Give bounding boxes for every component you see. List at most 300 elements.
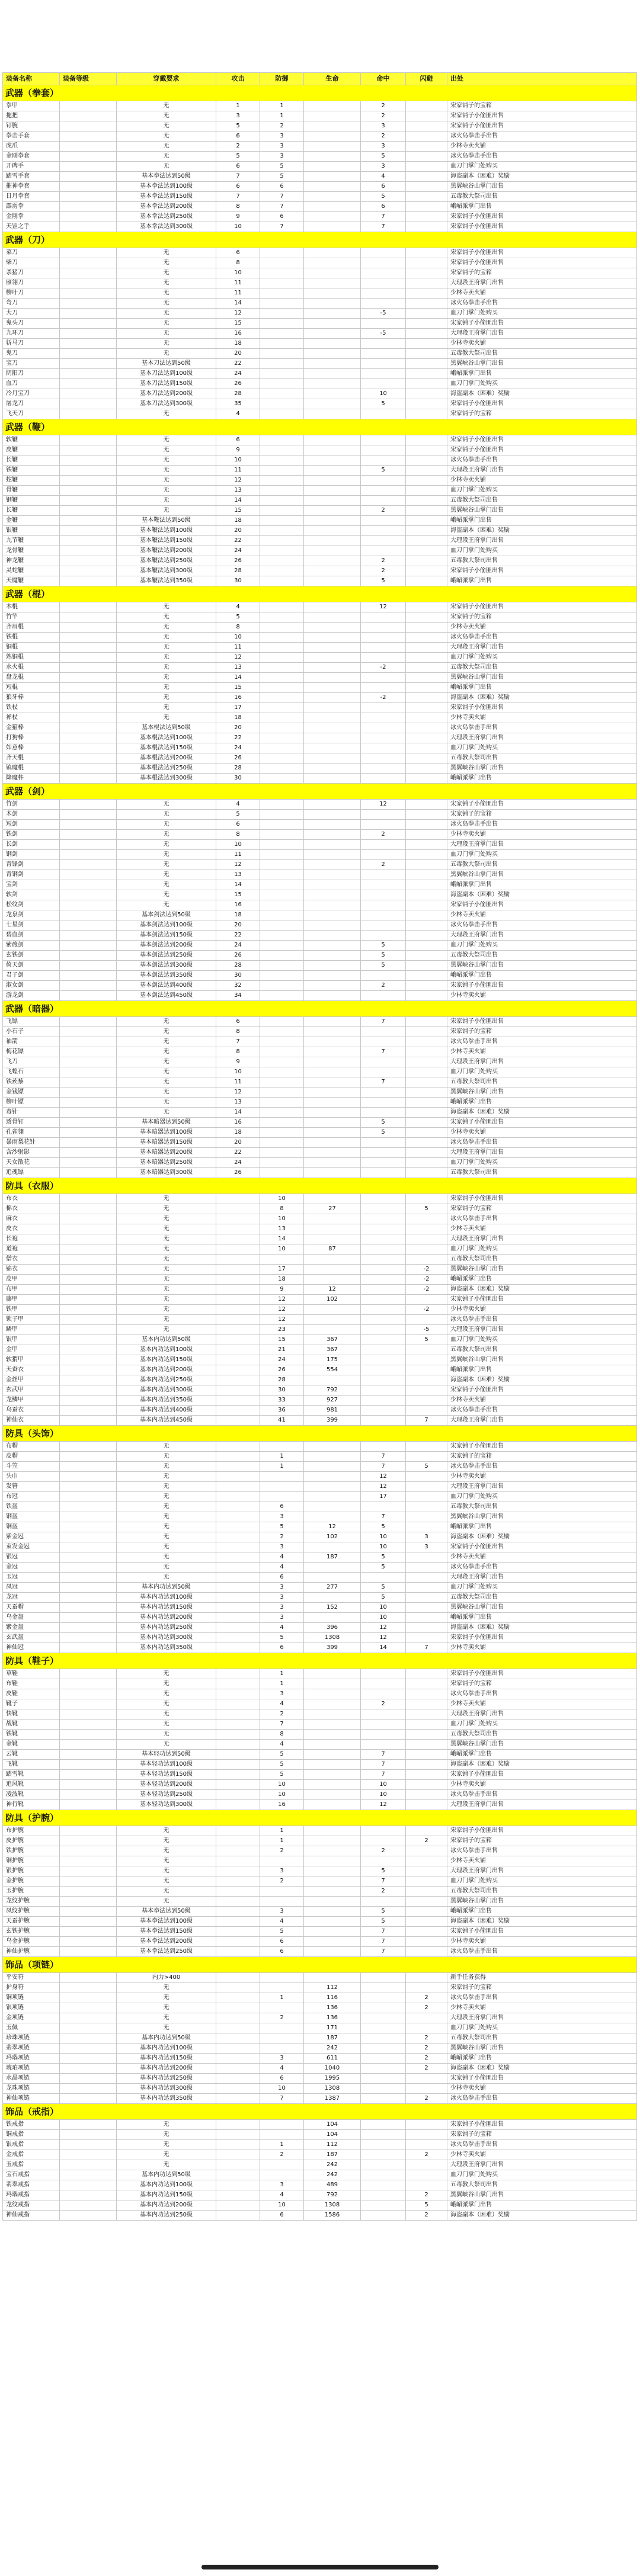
cell-attack (216, 2140, 260, 2150)
cell-hp (304, 1563, 361, 1573)
cell-dodge (406, 673, 447, 683)
cell-name: 降魔杵 (3, 774, 60, 784)
cell-grade (60, 2033, 117, 2044)
cell-attack: 22 (216, 1148, 260, 1158)
cell-grade (60, 1077, 117, 1087)
cell-dodge (406, 516, 447, 526)
cell-hit (361, 1442, 406, 1452)
cell-hp (304, 890, 361, 900)
cell-requirement: 无 (117, 1234, 216, 1244)
cell-requirement: 无 (117, 1325, 216, 1335)
cell-hp (304, 850, 361, 860)
table-row (3, 2054, 637, 2064)
cell-hp (304, 1679, 361, 1689)
cell-hp (304, 1057, 361, 1067)
cell-defense (260, 506, 304, 516)
cell-source: 冰火岛拳击手出售 (447, 1315, 637, 1325)
cell-hit (361, 1573, 406, 1583)
cell-requirement: 基本内功达到400级 (117, 1406, 216, 1416)
cell-hp: 104 (304, 2120, 361, 2130)
cell-defense (260, 409, 304, 419)
table-row (3, 1846, 637, 1856)
cell-requirement: 基本拳法达到250级 (117, 212, 216, 222)
cell-dodge (406, 222, 447, 232)
table-row (3, 1876, 637, 1887)
cell-requirement: 基本暗器达到250级 (117, 1158, 216, 1168)
table-row (3, 961, 637, 971)
cell-defense (260, 910, 304, 920)
cell-dodge (406, 526, 447, 536)
cell-defense (260, 389, 304, 399)
cell-source: 宋家铺子的宝箱 (447, 2130, 637, 2140)
cell-hit (361, 2200, 406, 2211)
cell-hp (304, 1375, 361, 1385)
cell-hit: 7 (361, 1927, 406, 1937)
cell-defense: 7 (260, 222, 304, 232)
cell-defense: 13 (260, 1224, 304, 1234)
cell-attack (216, 1194, 260, 1204)
cell-requirement: 无 (117, 1442, 216, 1452)
cell-attack (216, 1643, 260, 1653)
cell-source: 少林寺卖火铺 (447, 910, 637, 920)
table-row (3, 663, 637, 673)
cell-hit: 5 (361, 466, 406, 476)
cell-hit (361, 1345, 406, 1355)
cell-name: 飞天刀 (3, 409, 60, 419)
cell-source: 少林寺卖火铺 (447, 1472, 637, 1482)
cell-name: 龙纹戒指 (3, 2200, 60, 2211)
cell-hp (304, 131, 361, 142)
cell-attack: 20 (216, 349, 260, 359)
cell-name: 小石子 (3, 1027, 60, 1037)
cell-grade (60, 663, 117, 673)
cell-attack (216, 1214, 260, 1224)
cell-hit (361, 1305, 406, 1315)
cell-name: 蛇鞭 (3, 476, 60, 486)
cell-requirement: 基本鞭法达到300级 (117, 566, 216, 576)
cell-name: 护身符 (3, 1983, 60, 1993)
cell-grade (60, 1027, 117, 1037)
table-row (3, 1265, 637, 1275)
cell-source: 黑翼峡谷山掌门出售 (447, 2190, 637, 2200)
cell-attack: 9 (216, 445, 260, 455)
cell-defense: 7 (260, 2094, 304, 2104)
cell-attack (216, 1224, 260, 1234)
cell-grade (60, 1118, 117, 1128)
cell-defense (260, 860, 304, 870)
table-row (3, 703, 637, 713)
cell-name: 凌波靴 (3, 1790, 60, 1800)
cell-attack: 11 (216, 850, 260, 860)
cell-hit (361, 546, 406, 556)
table-row (3, 121, 637, 131)
table-row (3, 496, 637, 506)
cell-requirement: 无 (117, 1315, 216, 1325)
section-header-row (3, 1957, 637, 1973)
cell-requirement: 基本刀法达到150级 (117, 379, 216, 389)
cell-dodge (406, 1846, 447, 1856)
cell-hp (304, 526, 361, 536)
table-row (3, 991, 637, 1001)
cell-hit (361, 435, 406, 445)
table-row (3, 1780, 637, 1790)
cell-hp (304, 971, 361, 981)
cell-grade (60, 1800, 117, 1810)
cell-defense (260, 951, 304, 961)
cell-hp (304, 369, 361, 379)
table-row (3, 920, 637, 931)
section-title: 饰品（项链） (3, 1957, 637, 1973)
cell-defense: 10 (260, 1194, 304, 1204)
header-hp: 生命 (304, 73, 361, 85)
cell-defense: 4 (260, 1623, 304, 1633)
cell-requirement: 无 (117, 1275, 216, 1285)
cell-requirement: 无 (117, 268, 216, 278)
cell-name: 银冠 (3, 1552, 60, 1563)
cell-hp (304, 1265, 361, 1275)
cell-requirement: 无 (117, 349, 216, 359)
table-row (3, 1643, 637, 1653)
cell-hit (361, 1983, 406, 1993)
cell-attack: 9 (216, 212, 260, 222)
cell-hp (304, 1907, 361, 1917)
cell-grade (60, 111, 117, 121)
cell-source: 峨嵋派掌门出售 (447, 369, 637, 379)
cell-hp (304, 643, 361, 653)
cell-source: 峨嵋派掌门出售 (447, 971, 637, 981)
cell-defense: 2 (260, 1532, 304, 1542)
cell-defense (260, 612, 304, 623)
cell-name: 皮鞋 (3, 1689, 60, 1699)
cell-attack (216, 1522, 260, 1532)
cell-requirement: 基本内功达到250级 (117, 2211, 216, 2221)
cell-source: 大理段王府掌门出售 (447, 931, 637, 941)
cell-dodge (406, 2074, 447, 2084)
cell-hit (361, 445, 406, 455)
cell-dodge (406, 1442, 447, 1452)
cell-hp (304, 774, 361, 784)
cell-hit (361, 733, 406, 743)
table-row (3, 673, 637, 683)
cell-attack (216, 2150, 260, 2160)
table-row (3, 2084, 637, 2094)
cell-requirement: 基本内功达到200级 (117, 2200, 216, 2211)
cell-hp (304, 101, 361, 111)
cell-hit: 5 (361, 951, 406, 961)
table-row (3, 1214, 637, 1224)
cell-requirement: 无 (117, 900, 216, 910)
cell-attack (216, 1442, 260, 1452)
cell-hit: 5 (361, 961, 406, 971)
cell-hit (361, 2150, 406, 2160)
cell-dodge (406, 951, 447, 961)
table-row (3, 1345, 637, 1355)
cell-source: 血刀门掌门处购买 (447, 1583, 637, 1593)
cell-hp (304, 991, 361, 1001)
cell-attack: 10 (216, 633, 260, 643)
cell-source: 血刀门掌门处购买 (447, 653, 637, 663)
cell-dodge (406, 172, 447, 182)
cell-hit: 17 (361, 1492, 406, 1502)
cell-grade (60, 1305, 117, 1315)
cell-requirement: 基本暗器达到150级 (117, 1138, 216, 1148)
cell-defense (260, 663, 304, 673)
cell-hp: 87 (304, 1244, 361, 1255)
cell-source: 海盗副本（困难）奖励 (447, 1917, 637, 1927)
table-row (3, 152, 637, 162)
cell-source: 宋家铺子的宝箱 (447, 1027, 637, 1037)
table-row (3, 1856, 637, 1866)
cell-dodge (406, 931, 447, 941)
table-row (3, 2190, 637, 2200)
cell-hit (361, 496, 406, 506)
cell-attack: 20 (216, 526, 260, 536)
cell-requirement: 基本鞭法达到100级 (117, 526, 216, 536)
cell-requirement: 基本刀法达到100级 (117, 369, 216, 379)
cell-attack (216, 1897, 260, 1907)
cell-name: 玄铁护腕 (3, 1927, 60, 1937)
cell-grade (60, 435, 117, 445)
cell-name: 平安符 (3, 1973, 60, 1983)
cell-defense (260, 683, 304, 693)
cell-name: 布冠 (3, 1492, 60, 1502)
cell-defense (260, 1138, 304, 1148)
cell-grade (60, 1563, 117, 1573)
cell-attack: 22 (216, 536, 260, 546)
cell-requirement: 基本鞭法达到200级 (117, 546, 216, 556)
cell-defense: 3 (260, 142, 304, 152)
cell-name: 金项链 (3, 2013, 60, 2023)
cell-grade (60, 121, 117, 131)
cell-requirement: 无 (117, 2120, 216, 2130)
cell-hit (361, 1826, 406, 1836)
cell-defense: 3 (260, 152, 304, 162)
cell-name: 短剑 (3, 820, 60, 830)
cell-name: 金钱镖 (3, 1087, 60, 1098)
cell-requirement: 无 (117, 653, 216, 663)
cell-source: 冰火岛拳击手出售 (447, 2140, 637, 2150)
cell-requirement: 基本拳法达到50级 (117, 1907, 216, 1917)
cell-defense (260, 1887, 304, 1897)
cell-source: 宋家铺子的宝箱 (447, 1452, 637, 1462)
cell-dodge (406, 566, 447, 576)
cell-grade (60, 800, 117, 810)
cell-hp (304, 1947, 361, 1957)
cell-hp: 1387 (304, 2094, 361, 2104)
cell-requirement: 无 (117, 506, 216, 516)
cell-hit (361, 409, 406, 419)
cell-defense: 10 (260, 1214, 304, 1224)
cell-hit (361, 359, 406, 369)
cell-grade (60, 1846, 117, 1856)
cell-attack: 26 (216, 951, 260, 961)
cell-defense (260, 248, 304, 258)
cell-source: 少林寺卖火铺 (447, 1552, 637, 1563)
cell-hit: 12 (361, 800, 406, 810)
cell-defense: 6 (260, 212, 304, 222)
cell-source: 冰火岛拳击手出售 (447, 1138, 637, 1148)
cell-name: 金刚拳 (3, 212, 60, 222)
cell-attack: 5 (216, 152, 260, 162)
cell-hit: 2 (361, 506, 406, 516)
cell-hp (304, 299, 361, 309)
cell-grade (60, 319, 117, 329)
cell-attack (216, 1482, 260, 1492)
cell-source: 血刀门掌门处购买 (447, 2023, 637, 2033)
table-row (3, 1255, 637, 1265)
cell-hit (361, 2130, 406, 2140)
cell-hit (361, 971, 406, 981)
cell-name: 玉戒指 (3, 2160, 60, 2170)
cell-hit (361, 2160, 406, 2170)
cell-hit (361, 2084, 406, 2094)
table-row (3, 1492, 637, 1502)
cell-source: 宋家铺子小偷匪出售 (447, 121, 637, 131)
cell-grade (60, 536, 117, 546)
section-title: 防具（护腕） (3, 1810, 637, 1826)
cell-hit: 2 (361, 111, 406, 121)
cell-grade (60, 1108, 117, 1118)
cell-dodge: 3 (406, 1532, 447, 1542)
cell-hit (361, 2140, 406, 2150)
cell-grade (60, 202, 117, 212)
table-row (3, 1669, 637, 1679)
cell-grade (60, 1603, 117, 1613)
table-row (3, 1416, 637, 1426)
table-row (3, 1027, 637, 1037)
cell-name: 铁鞭 (3, 466, 60, 476)
cell-hit (361, 288, 406, 299)
cell-source: 大理段王府掌门出售 (447, 536, 637, 546)
cell-defense: 1 (260, 2140, 304, 2150)
table-row (3, 1907, 637, 1917)
cell-hp: 927 (304, 1396, 361, 1406)
table-row (3, 1770, 637, 1780)
cell-hp (304, 1305, 361, 1315)
header-name: 装备名称 (3, 73, 60, 85)
cell-defense (260, 536, 304, 546)
cell-attack (216, 1275, 260, 1285)
cell-source: 峨嵋派掌门出售 (447, 1750, 637, 1760)
cell-attack (216, 1730, 260, 1740)
table-row (3, 2170, 637, 2180)
table-row (3, 359, 637, 369)
table-row (3, 1993, 637, 2003)
cell-grade (60, 1973, 117, 1983)
cell-hit (361, 810, 406, 820)
cell-name: 龙冠 (3, 1593, 60, 1603)
cell-defense (260, 299, 304, 309)
cell-attack: 11 (216, 1077, 260, 1087)
cell-grade (60, 1679, 117, 1689)
cell-source: 大理段王府掌门出售 (447, 1482, 637, 1492)
cell-hp (304, 1699, 361, 1709)
cell-name: 飞刀 (3, 1057, 60, 1067)
cell-dodge: 2 (406, 2054, 447, 2064)
cell-requirement: 基本轻功达到50级 (117, 1750, 216, 1760)
cell-hit (361, 1275, 406, 1285)
cell-source: 大理段王府掌门出售 (447, 1325, 637, 1335)
cell-requirement: 无 (117, 683, 216, 693)
cell-dodge (406, 1355, 447, 1365)
cell-attack (216, 1335, 260, 1345)
cell-requirement: 无 (117, 870, 216, 880)
cell-name: 孔雀翎 (3, 1128, 60, 1138)
cell-grade (60, 1017, 117, 1027)
cell-source: 少林寺卖火铺 (447, 1224, 637, 1234)
cell-dodge (406, 860, 447, 870)
cell-hp: 116 (304, 1993, 361, 2003)
cell-name: 镇魔棍 (3, 764, 60, 774)
cell-defense (260, 466, 304, 476)
table-row (3, 931, 637, 941)
cell-name: 布帽 (3, 1442, 60, 1452)
cell-source: 少林寺卖火铺 (447, 339, 637, 349)
cell-name: 布鞋 (3, 1679, 60, 1689)
cell-dodge (406, 1927, 447, 1937)
cell-dodge (406, 1887, 447, 1897)
cell-requirement: 无 (117, 1047, 216, 1057)
table-row (3, 723, 637, 733)
cell-requirement: 基本内功达到350级 (117, 1396, 216, 1406)
home-indicator[interactable] (201, 2565, 439, 2569)
cell-source: 五毒教大祭司出售 (447, 496, 637, 506)
table-row (3, 248, 637, 258)
cell-requirement: 基本鞭法达到350级 (117, 576, 216, 586)
cell-hp (304, 1087, 361, 1098)
cell-source: 海盗副本（困难）奖励 (447, 1623, 637, 1633)
cell-requirement: 基本拳法达到250级 (117, 1947, 216, 1957)
cell-name: 冷月宝刀 (3, 389, 60, 399)
cell-source: 宋家铺子小偷匪出售 (447, 435, 637, 445)
cell-attack (216, 1563, 260, 1573)
cell-source: 大理段王府掌门出售 (447, 1234, 637, 1244)
cell-defense: 9 (260, 1285, 304, 1295)
cell-hp (304, 1214, 361, 1224)
equipment-sheet (2, 72, 636, 2221)
cell-grade (60, 633, 117, 643)
cell-attack: 8 (216, 830, 260, 840)
cell-source: 少林寺卖火铺 (447, 1699, 637, 1709)
cell-grade (60, 743, 117, 753)
cell-attack: 16 (216, 900, 260, 910)
cell-defense (260, 713, 304, 723)
cell-hit: 4 (361, 172, 406, 182)
cell-hit (361, 1365, 406, 1375)
cell-grade (60, 1633, 117, 1643)
cell-hp (304, 1315, 361, 1325)
cell-name: 紫金盔 (3, 1623, 60, 1633)
cell-defense (260, 941, 304, 951)
cell-name: 霹雳拳 (3, 202, 60, 212)
cell-hp (304, 202, 361, 212)
table-row (3, 890, 637, 900)
cell-defense (260, 496, 304, 506)
cell-dodge (406, 1669, 447, 1679)
cell-dodge (406, 1492, 447, 1502)
cell-dodge (406, 435, 447, 445)
cell-defense: 10 (260, 1790, 304, 1800)
cell-name: 藤甲 (3, 1295, 60, 1305)
table-row (3, 1128, 637, 1138)
cell-defense (260, 1027, 304, 1037)
cell-source: 五毒教大祭司出售 (447, 860, 637, 870)
cell-source: 海盗副本（困难）奖励 (447, 1285, 637, 1295)
cell-source: 海盗副本（困难）奖励 (447, 172, 637, 182)
cell-source: 宋家铺子小偷匪出售 (447, 900, 637, 910)
cell-hp: 102 (304, 1295, 361, 1305)
cell-grade (60, 1532, 117, 1542)
